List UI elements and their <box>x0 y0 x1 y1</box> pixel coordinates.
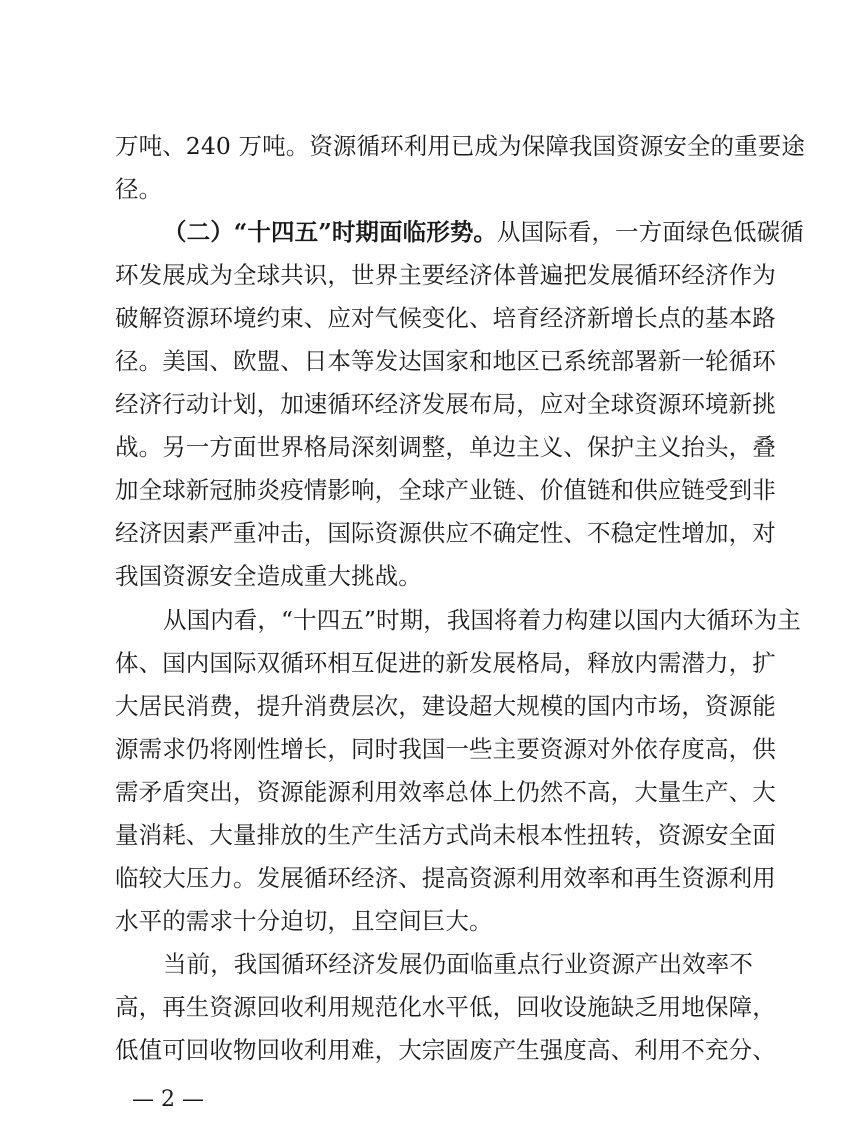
body-line: 破解资源环境约束、应对气候变化、培育经济新增长点的基本路 <box>115 304 776 333</box>
body-line: 体、国内国际双循环相互促进的新发展格局，释放内需潜力，扩 <box>115 648 776 677</box>
body-text: 从国际看，一方面绿色低碳循 <box>497 218 804 247</box>
body-line: 径。美国、欧盟、日本等发达国家和地区已系统部署新一轮循环 <box>115 347 776 376</box>
body-line: 万吨、240 万吨。资源循环利用已成为保障我国资源安全的重要途 <box>115 132 805 160</box>
body-line: 我国资源安全造成重大挑战。 <box>115 562 422 591</box>
body-line: 环发展成为全球共识，世界主要经济体普遍把发展循环经济作为 <box>115 261 776 290</box>
body-line: 径。 <box>115 175 163 204</box>
body-line: 大居民消费，提升消费层次，建设超大规模的国内市场，资源能 <box>115 691 776 720</box>
body-line: 经济因素严重冲击，国际资源供应不确定性、不稳定性增加，对 <box>115 519 776 548</box>
section-heading: （二）“十四五”时期面临形势。 <box>163 218 498 247</box>
body-line: 加全球新冠肺炎疫情影响，全球产业链、价值链和供应链受到非 <box>115 476 776 505</box>
body-line: 源需求仍将刚性增长，同时我国一些主要资源对外依存度高，供 <box>115 734 776 763</box>
body-line: 高，再生资源回收利用规范化水平低，回收设施缺乏用地保障， <box>115 992 776 1021</box>
section-heading-line <box>163 217 804 247</box>
body-line: 量消耗、大量排放的生产生活方式尚未根本性扭转，资源安全面 <box>115 820 776 849</box>
body-line: 当前，我国循环经济发展仍面临重点行业资源产出效率不 <box>163 949 753 978</box>
page-number: — 2 — <box>132 1087 204 1112</box>
body-line: 从国内看，“十四五”时期，我国将着力构建以国内大循环为主 <box>163 605 801 634</box>
body-line: 低值可回收物回收利用难，大宗固废产生强度高、利用不充分、 <box>115 1036 776 1064</box>
body-line: 水平的需求十分迫切，且空间巨大。 <box>115 906 493 935</box>
body-line: 需矛盾突出，资源能源利用效率总体上仍然不高，大量生产、大 <box>115 777 776 806</box>
body-line: 战。另一方面世界格局深刻调整，单边主义、保护主义抬头，叠 <box>115 433 776 462</box>
body-line: 临较大压力。发展循环经济、提高资源利用效率和再生资源利用 <box>115 863 776 892</box>
body-line: 经济行动计划，加速循环经济发展布局，应对全球资源环境新挑 <box>115 390 776 419</box>
